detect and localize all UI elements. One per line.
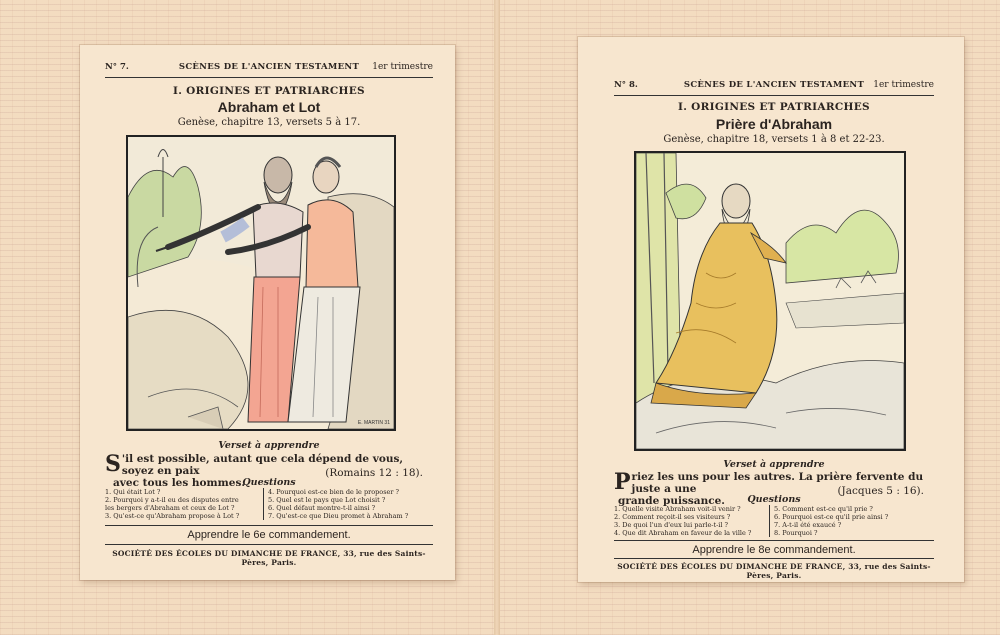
lesson-title: Prière d'Abraham xyxy=(715,116,833,132)
divider xyxy=(614,558,934,559)
card-number: N° 8. xyxy=(614,80,638,90)
section-title: I. ORIGINES ET PATRIARCHES xyxy=(678,101,870,113)
questions xyxy=(105,488,433,522)
verse-line-2: grande puissance. xyxy=(618,495,725,507)
verse-reference: (Jacques 5 : 16). xyxy=(837,485,924,497)
question-item: 6. Quel défaut montre-t-il ainsi ? xyxy=(268,504,376,512)
trimester: 1er trimestre xyxy=(873,80,934,90)
questions-divider xyxy=(769,505,770,537)
question-item: 5. Comment est-ce qu'il prie ? xyxy=(774,505,873,513)
verse-dropcap: S xyxy=(105,451,121,477)
lesson-card-8 xyxy=(578,37,964,582)
section-title: I. ORIGINES ET PATRIARCHES xyxy=(173,85,365,97)
question-item: 2. Pourquoi y a-t-il eu des disputes entre xyxy=(105,496,239,504)
illustration-drawing xyxy=(128,137,394,429)
publisher-line: SOCIÉTÉ DES ÉCOLES DU DIMANCHE DE FRANCE, 33, rue des Saints-Pères, Paris. xyxy=(112,549,426,567)
card-header xyxy=(105,59,433,78)
illustration-drawing xyxy=(636,153,904,449)
questions xyxy=(614,505,934,539)
verse-dropcap: P xyxy=(614,469,631,495)
lesson-title: Abraham et Lot xyxy=(217,99,321,115)
question-item: 6. Pourquoi est-ce qu'il prie ainsi ? xyxy=(774,513,889,521)
question-item: 3. Qu'est-ce qu'Abraham propose à Lot ? xyxy=(105,512,240,520)
verse-line-1: riez les uns pour les autres. La prière fervente du juste a une xyxy=(631,471,924,495)
lesson-card-7 xyxy=(80,45,455,580)
question-item: les bergers d'Abraham et ceux de Lot ? xyxy=(105,504,235,512)
verse-line-1: 'il est possible, autant que cela dépend de vous, soyez en paix xyxy=(121,453,404,477)
question-item: 1. Quelle visite Abraham voit-il venir ? xyxy=(614,505,741,513)
series-title: SCÈNES DE L'ANCIEN TESTAMENT xyxy=(683,80,865,90)
questions-left-column xyxy=(105,488,239,520)
questions-divider xyxy=(263,488,264,520)
verse-line-2: avec tous les hommes. xyxy=(113,477,246,489)
card-header xyxy=(614,77,934,96)
question-item: 2. Comment reçoit-il ses visiteurs ? xyxy=(614,513,731,521)
scripture-reference: Genèse, chapitre 18, versets 1 à 8 et 22-23. xyxy=(663,134,885,145)
questions-right-column xyxy=(774,505,888,537)
question-item: 5. Quel est le pays que Lot choisit ? xyxy=(268,496,386,504)
question-item: 1. Qui était Lot ? xyxy=(105,488,161,496)
divider xyxy=(105,525,433,526)
illustration-abraham-and-lot xyxy=(126,135,396,431)
learn-commandment: Apprendre le 8e commandement. xyxy=(692,544,856,556)
questions-left-column xyxy=(614,505,751,537)
question-item: 7. Qu'est-ce que Dieu promet à Abraham ? xyxy=(268,512,409,520)
trimester: 1er trimestre xyxy=(372,62,433,72)
illustration-abraham-praying xyxy=(634,151,906,451)
artist-signature: E. MARTIN 31 xyxy=(357,420,390,426)
questions-label: Questions xyxy=(747,494,801,505)
divider xyxy=(105,544,433,545)
learn-commandment: Apprendre le 6e commandement. xyxy=(187,529,351,541)
questions-right-column xyxy=(268,488,408,520)
album-spine xyxy=(494,0,500,635)
scripture-reference: Genèse, chapitre 13, versets 5 à 17. xyxy=(177,117,361,128)
question-item: 4. Pourquoi est-ce bien de le proposer ? xyxy=(268,488,400,496)
question-item: 7. A-t-il été exaucé ? xyxy=(774,521,842,529)
verse-reference: (Romains 12 : 18). xyxy=(325,467,423,479)
questions-label: Questions xyxy=(242,477,296,488)
verse-label: Verset à apprendre xyxy=(218,440,320,451)
question-item: 4. Que dit Abraham en faveur de la ville ? xyxy=(614,529,752,537)
question-item: 3. De quoi l'un d'eux lui parle-t-il ? xyxy=(614,521,729,529)
verse-label: Verset à apprendre xyxy=(723,459,825,470)
series-title: SCÈNES DE L'ANCIEN TESTAMENT xyxy=(178,62,360,72)
divider xyxy=(614,540,934,541)
publisher-line: SOCIÉTÉ DES ÉCOLES DU DIMANCHE DE FRANCE, 33, rue des Saints-Pères, Paris. xyxy=(617,562,931,580)
question-item: 8. Pourquoi ? xyxy=(774,529,818,537)
card-number: N° 7. xyxy=(105,62,129,72)
